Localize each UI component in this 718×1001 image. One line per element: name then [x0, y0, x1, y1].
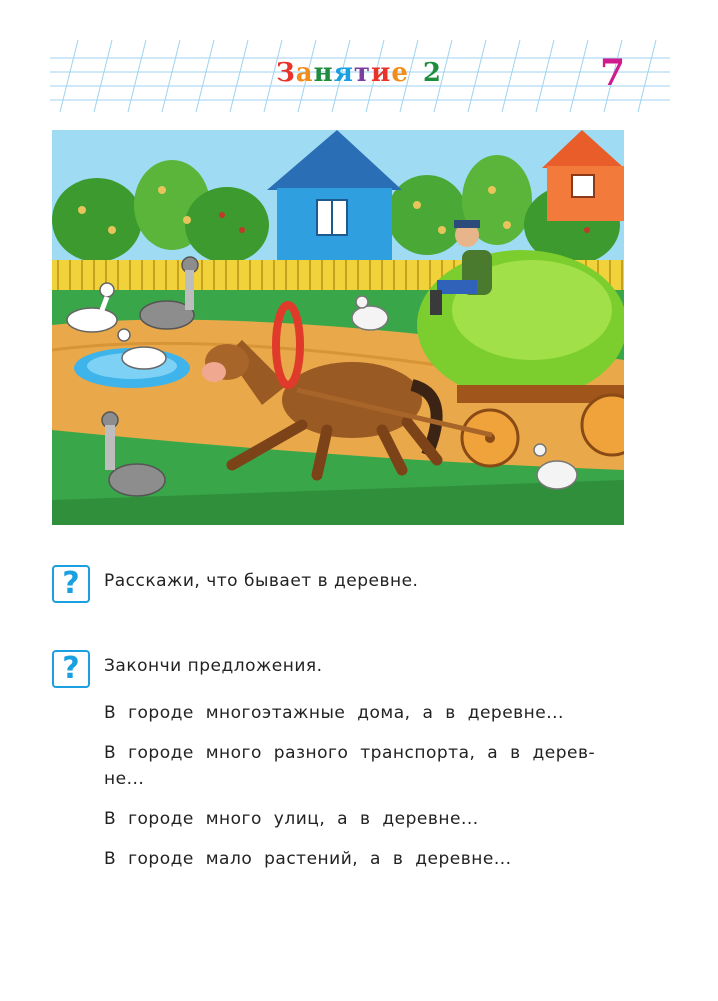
sentence-line: В городе многоэтажные дома, а в деревне... [104, 703, 564, 723]
title-letter: н [313, 58, 334, 88]
lesson-title-word [276, 58, 409, 88]
question-text: Закончи предложения. [104, 656, 323, 676]
sentence-line: В городе мало растений, а в деревне... [104, 849, 512, 869]
title-letter: З [276, 58, 296, 88]
title-letter: т [353, 58, 372, 88]
title-letter: и [371, 58, 392, 88]
sentence-line: не... [104, 769, 145, 789]
title-letter: е [391, 58, 409, 88]
question-text: Расскажи, что бывает в деревне. [104, 571, 419, 591]
question-mark-icon: ? [52, 565, 90, 603]
title-letter: я [333, 58, 354, 88]
page-number: 7 [600, 52, 626, 94]
title-letter: а [295, 58, 314, 88]
lesson-number: 2 [422, 58, 442, 88]
sentence-line: В городе много улиц, а в деревне... [104, 809, 479, 829]
village-illustration [52, 130, 624, 525]
sentence-line: В городе много разного транспорта, а в дерев- [104, 743, 596, 763]
question-mark-icon: ? [52, 650, 90, 688]
